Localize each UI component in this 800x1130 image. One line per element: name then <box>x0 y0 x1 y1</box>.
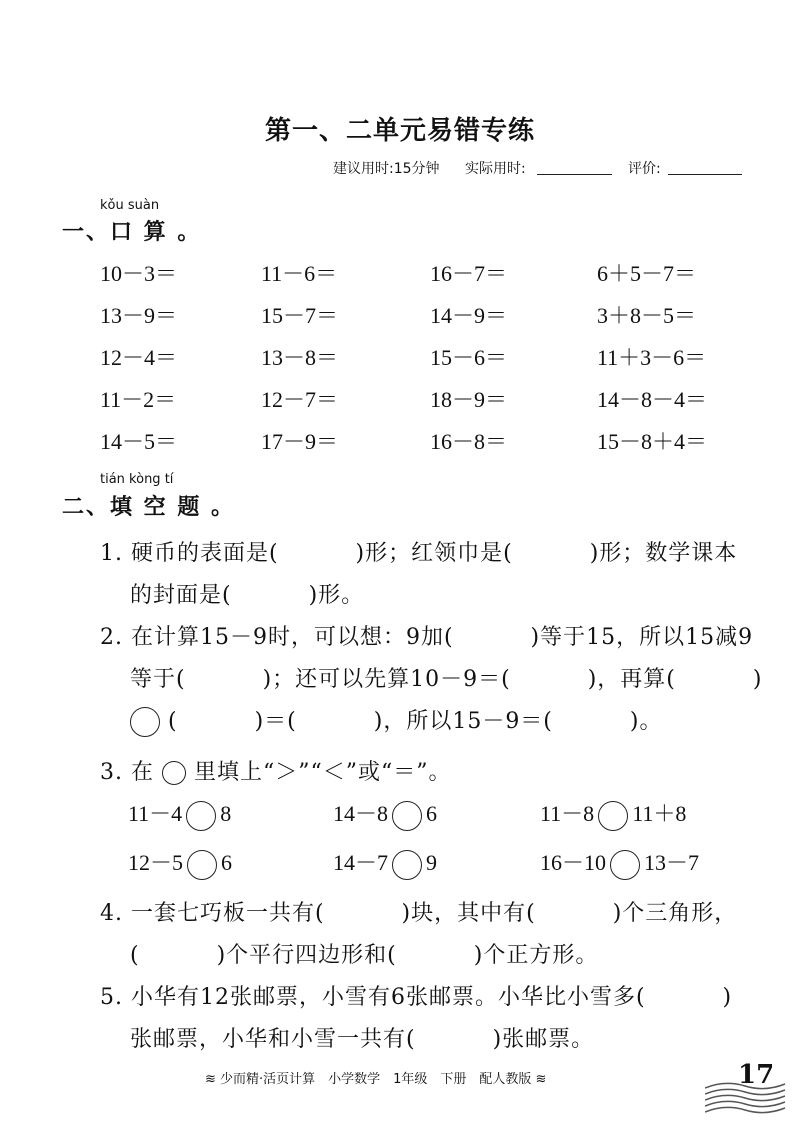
comparison-circle[interactable] <box>610 850 640 880</box>
question-4-line-2[interactable]: ( )个平行四边形和( )个正方形。 <box>130 943 599 968</box>
calc-item[interactable]: 14－5＝ <box>100 429 178 454</box>
actual-time-label: 实际用时: <box>465 161 526 177</box>
calc-item[interactable]: 15－7＝ <box>261 303 339 328</box>
calc-item[interactable]: 11－2＝ <box>100 387 177 412</box>
comparison-left: 12－5 <box>128 850 184 875</box>
calc-item[interactable]: 6＋5－7＝ <box>597 261 697 286</box>
comparison-right: 13－7 <box>644 850 700 875</box>
comparison-left: 14－7 <box>333 850 389 875</box>
section1-pinyin: kǒu suàn <box>100 198 160 213</box>
comparison-item <box>128 797 231 831</box>
calc-item[interactable]: 13－9＝ <box>100 303 178 328</box>
page-number: 17 <box>738 1060 775 1090</box>
comparison-right: 11＋8 <box>632 801 687 826</box>
suggested-time: 建议用时:15分钟 <box>333 161 440 177</box>
comparison-circle[interactable] <box>187 850 217 880</box>
calc-item[interactable]: 15－6＝ <box>430 345 508 370</box>
question-3-line-1 <box>100 755 451 786</box>
calc-item[interactable]: 3＋8－5＝ <box>597 303 697 328</box>
section2-pinyin: tián kòng tí <box>100 472 174 487</box>
comparison-left: 11－4 <box>128 801 183 826</box>
question-3-prefix: 3. 在 <box>100 760 154 785</box>
comparison-item <box>540 846 699 880</box>
comparison-right: 9 <box>426 850 438 875</box>
question-2-line-2[interactable]: 等于( )；还可以先算10－9＝( )，再算( ) <box>130 667 763 692</box>
question-3-suffix: 里填上“＞”“＜”或“＝”。 <box>193 760 452 785</box>
question-1-line-1[interactable]: 1. 硬币的表面是( )形；红领巾是( )形；数学课本 <box>100 541 738 566</box>
question-2-line-1[interactable]: 2. 在计算15－9时，可以想：9加( )等于15，所以15减9 <box>100 625 754 650</box>
question-1-line-2[interactable]: 的封面是( )形。 <box>130 583 365 608</box>
comparison-item <box>333 797 437 831</box>
calc-item[interactable]: 12－7＝ <box>261 387 339 412</box>
comparison-right: 8 <box>220 801 232 826</box>
question-2-line-3[interactable] <box>130 704 662 737</box>
comparison-left: 16－10 <box>540 850 607 875</box>
calc-item[interactable]: 13－8＝ <box>261 345 339 370</box>
comparison-circle[interactable] <box>392 801 422 831</box>
question-2-line-3-text: ( )＝( )，所以15－9＝( )。 <box>168 709 663 734</box>
comparison-left: 14－8 <box>333 801 389 826</box>
question-5-line-1[interactable]: 5. 小华有12张邮票，小雪有6张邮票。小华比小雪多( ) <box>100 985 733 1010</box>
comparison-circle[interactable] <box>186 801 216 831</box>
footer-text: ≋ 少而精·活页计算 小学数学 1年级 下册 配人教版 ≋ <box>205 1072 547 1087</box>
comparison-item <box>128 846 232 880</box>
section1-heading: 一、口 算 。 <box>62 220 202 245</box>
calc-item[interactable]: 17－9＝ <box>261 429 339 454</box>
rating-field[interactable] <box>668 160 742 175</box>
calc-item[interactable]: 15－8＋4＝ <box>597 429 708 454</box>
calc-item[interactable]: 14－9＝ <box>430 303 508 328</box>
calc-item[interactable]: 12－4＝ <box>100 345 178 370</box>
rating-label: 评价: <box>628 161 661 177</box>
calc-item[interactable]: 11＋3－6＝ <box>597 345 707 370</box>
calc-item[interactable]: 16－7＝ <box>430 261 508 286</box>
operator-circle[interactable] <box>130 707 160 737</box>
question-4-line-1[interactable]: 4. 一套七巧板一共有( )块，其中有( )个三角形， <box>100 901 738 926</box>
comparison-right: 6 <box>221 850 233 875</box>
calc-item[interactable]: 11－6＝ <box>261 261 338 286</box>
wave-decoration-icon <box>705 1078 795 1118</box>
actual-time-field[interactable] <box>537 160 612 175</box>
comparison-circle[interactable] <box>392 850 422 880</box>
calc-item[interactable]: 16－8＝ <box>430 429 508 454</box>
section2-heading: 二、填 空 题 。 <box>62 495 235 520</box>
calc-item[interactable]: 10－3＝ <box>100 261 178 286</box>
calc-item[interactable]: 18－9＝ <box>430 387 508 412</box>
page-title: 第一、二单元易错专练 <box>264 116 535 146</box>
comparison-circle[interactable] <box>598 801 628 831</box>
comparison-item <box>540 797 686 831</box>
comparison-item <box>333 846 437 880</box>
question-5-line-2[interactable]: 张邮票，小华和小雪一共有( )张邮票。 <box>130 1027 595 1052</box>
comparison-right: 6 <box>426 801 438 826</box>
circle-icon <box>162 761 186 785</box>
comparison-left: 11－8 <box>540 801 595 826</box>
calc-item[interactable]: 14－8－4＝ <box>597 387 708 412</box>
